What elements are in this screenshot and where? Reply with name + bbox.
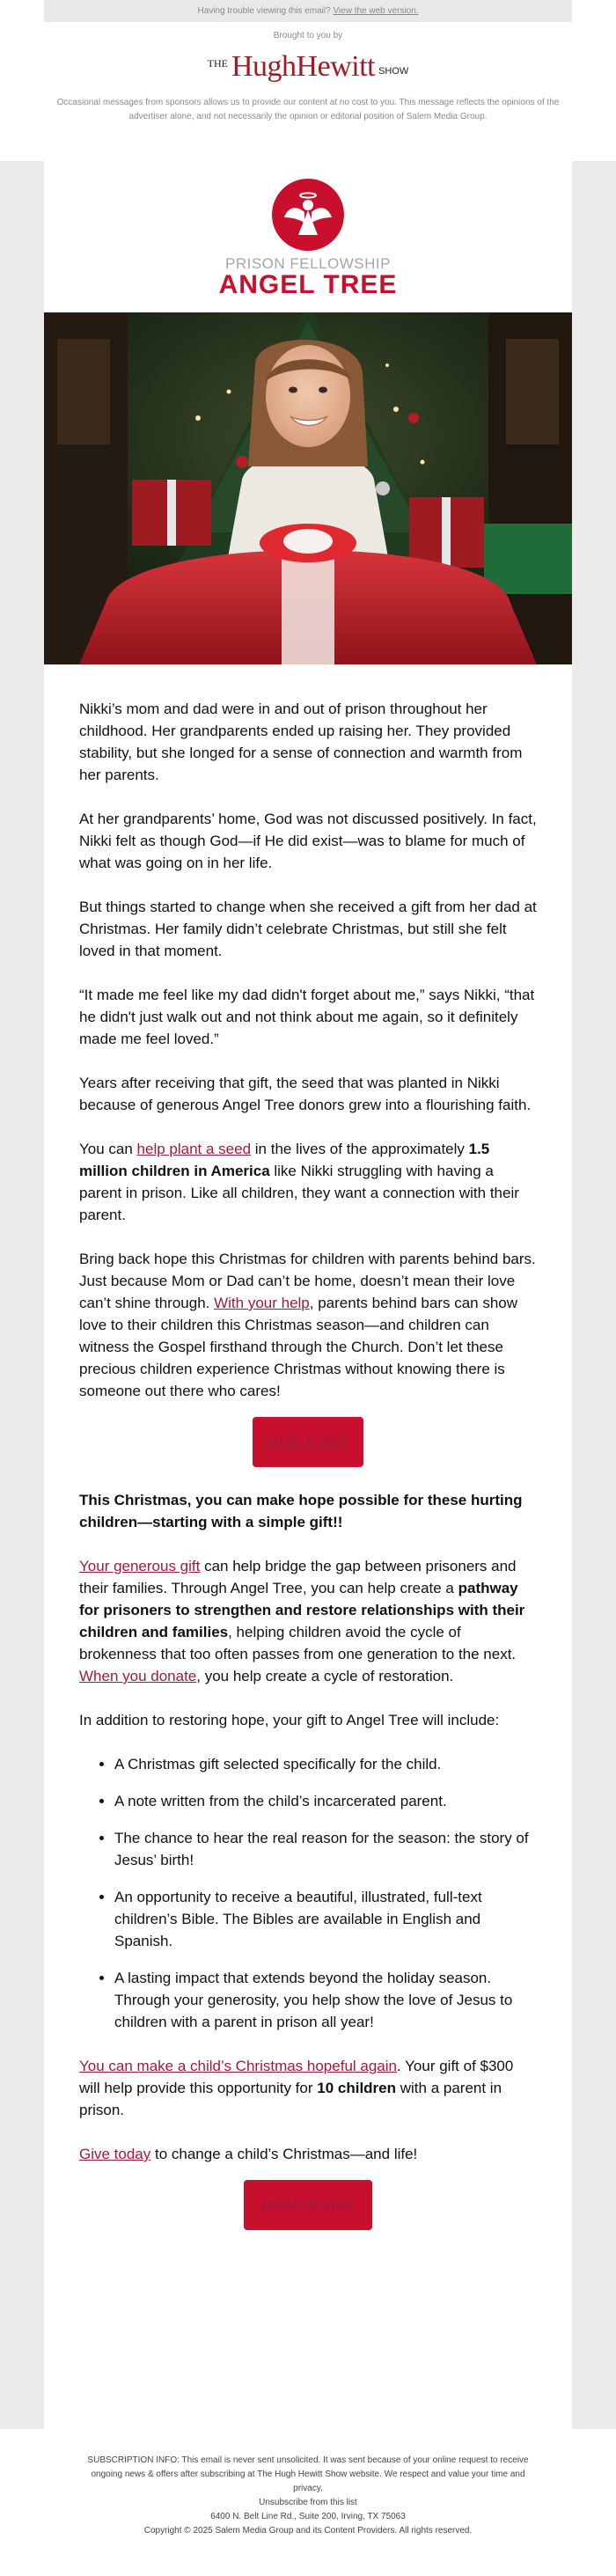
gift-includes-list — [79, 1753, 537, 2033]
nikki-quote: “It made me feel like my dad didn't forget about me,” says Nikki, “that he didn't just walk out and not think about me again, so it definitely made me feel loved.” — [79, 987, 535, 1047]
donate-wrap — [79, 2180, 537, 2230]
hopeful-again-paragraph — [79, 2055, 537, 2121]
when-you-donate-link[interactable]: When you donate — [79, 1668, 197, 1684]
hope-possible-text: This Christmas, you can make hope possible for these hurting children—starting with a simple gift!! — [79, 1492, 523, 1530]
prison-fellowship-text: PRISON FELLOWSHIP — [225, 255, 391, 272]
list-item: • A note written from the child’s incarcerated parent. — [114, 1790, 537, 1812]
ten-children-bold: 10 children — [317, 2080, 397, 2096]
logo-name: HughHewitt — [231, 50, 376, 83]
hero-image[interactable] — [44, 312, 572, 664]
bring-back-hope-paragraph — [79, 1248, 537, 1402]
list-item: • A lasting impact that extends beyond the holiday season. Through your generosity, you help show the love of Jesus to children with a parent in prison all year! — [114, 1967, 537, 2033]
footer — [79, 2454, 537, 2538]
sponsor-disclaimer: Occasional messages from sponsors allows us to provide our content at no cost to you. This message reflects the opinions of the advertiser alone, and not necessarily the opinion or editorial position of Salem Media Group. — [56, 98, 560, 121]
story-paragraph-2: At her grandparents’ home, God was not discussed positively. In fact, Nikki felt as though God—if He did exist—was to blame for much of what was going on in her life. — [79, 811, 537, 871]
pathway-bold: pathway for prisoners to strengthen and restore relationships with their children and families — [79, 1580, 525, 1640]
angel-tree-name: ANGEL TREE — [218, 270, 398, 299]
gift-includes-intro: In addition to restoring hope, your gift to Angel Tree will include: — [79, 1712, 500, 1728]
text-fragment: to change a child’s Christmas—and life! — [150, 2146, 418, 2162]
web-version-link[interactable]: View the web version. — [333, 6, 419, 16]
text-fragment: can help bridge the gap between prisoners and their families. Through Angel Tree, you can help create a — [79, 1558, 517, 1596]
help-plant-seed-link[interactable]: help plant a seed — [136, 1141, 252, 1157]
text-fragment: Bring back hope this Christmas for children with parents behind bars. Just because Mom or Dad can’t be home, doesn’t mean their love can’t shine through. — [79, 1251, 536, 1311]
generous-gift-paragraph — [79, 1555, 537, 1687]
angel-icon — [272, 179, 344, 251]
list-item: • A Christmas gift selected specifically for the child. — [114, 1753, 537, 1775]
text-fragment: . Your gift of $300 will help provide this opportunity for — [79, 2058, 514, 2096]
email-body — [79, 698, 537, 2252]
text-fragment: , helping children avoid the cycle of brokenness that too often passes from one generation to the next. — [79, 1624, 517, 1662]
mailing-address: 6400 N. Belt Line Rd., Suite 200, Irving, TX 75063 — [210, 2512, 406, 2521]
angel-tree-logo[interactable] — [44, 179, 572, 302]
give-today-paragraph — [79, 2143, 537, 2165]
text-fragment: in the lives of the approximately — [251, 1141, 469, 1157]
plant-seed-paragraph — [79, 1138, 537, 1226]
text-fragment: You can — [79, 1141, 137, 1157]
with-your-help-link[interactable]: With your help — [214, 1295, 310, 1311]
text-fragment: , parents behind bars can show love to their children this Christmas season—and children can witness the Gospel firsthand through the Church. Don’t let these precious children experience Christmas without knowing there is someone out there who cares! — [79, 1295, 518, 1399]
unsubscribe-link[interactable]: Unsubscribe from this list — [259, 2498, 357, 2507]
sponsor-header — [0, 22, 616, 161]
hope-possible-heading — [79, 1489, 537, 1533]
donate-now-button[interactable]: DONATE NOW — [244, 2180, 371, 2230]
text-fragment: with a parent in prison. — [79, 2080, 502, 2118]
story-paragraph-3: But things started to change when she received a gift from her dad at Christmas. Her family didn’t celebrate Christmas, but still she felt loved in that moment. — [79, 899, 537, 959]
trouble-viewing-text: Having trouble viewing this email? — [197, 6, 331, 16]
list-item: • The chance to hear the real reason for the season: the story of Jesus’ birth! — [114, 1827, 537, 1871]
logo-the: THE — [207, 57, 228, 70]
copyright: Copyright © 2025 Salem Media Group and its Content Providers. All rights reserved. — [143, 2526, 473, 2536]
give-a-gift-button[interactable]: GIVE A GIFT — [253, 1417, 363, 1467]
text-fragment: , you help create a cycle of restoration. — [196, 1668, 454, 1684]
give-today-link[interactable]: Give today — [79, 2146, 151, 2162]
list-item: • An opportunity to receive a beautiful, illustrated, full-text children’s Bible. The Bibles are available in English and Spanish. — [114, 1886, 537, 1952]
logo-show: SHOW — [378, 66, 409, 77]
hopeful-again-link[interactable]: You can make a child’s Christmas hopeful again — [79, 2058, 397, 2074]
children-count-bold: 1.5 million children in America — [79, 1141, 490, 1179]
hugh-hewitt-logo[interactable] — [0, 50, 616, 84]
story-paragraph-5: Years after receiving that gift, the seed that was planted in Nikki because of generous Angel Tree donors grew into a flourishing faith. — [79, 1075, 532, 1113]
web-version-bar — [44, 0, 572, 22]
email-card — [44, 161, 572, 2429]
subscription-info: SUBSCRIPTION INFO: This email is never sent unsolicited. It was sent because of your online request to receive ongoing news & offers after subscribing at The Hugh Hewitt Show website. We respect and value your time and privacy. — [87, 2455, 529, 2493]
generous-gift-link[interactable]: Your generous gift — [79, 1558, 201, 1574]
text-fragment: like Nikki struggling with having a parent in prison. Like all children, they want a connection with their parent. — [79, 1163, 519, 1223]
give-gift-wrap — [79, 1417, 537, 1467]
brought-to-you-by: Brought to you by — [273, 31, 343, 40]
story-paragraph-1: Nikki’s mom and dad were in and out of prison throughout her childhood. Her grandparents ended up raising her. They provided stability, but she longed for a sense of connection and warmth from her parents. — [79, 701, 523, 783]
